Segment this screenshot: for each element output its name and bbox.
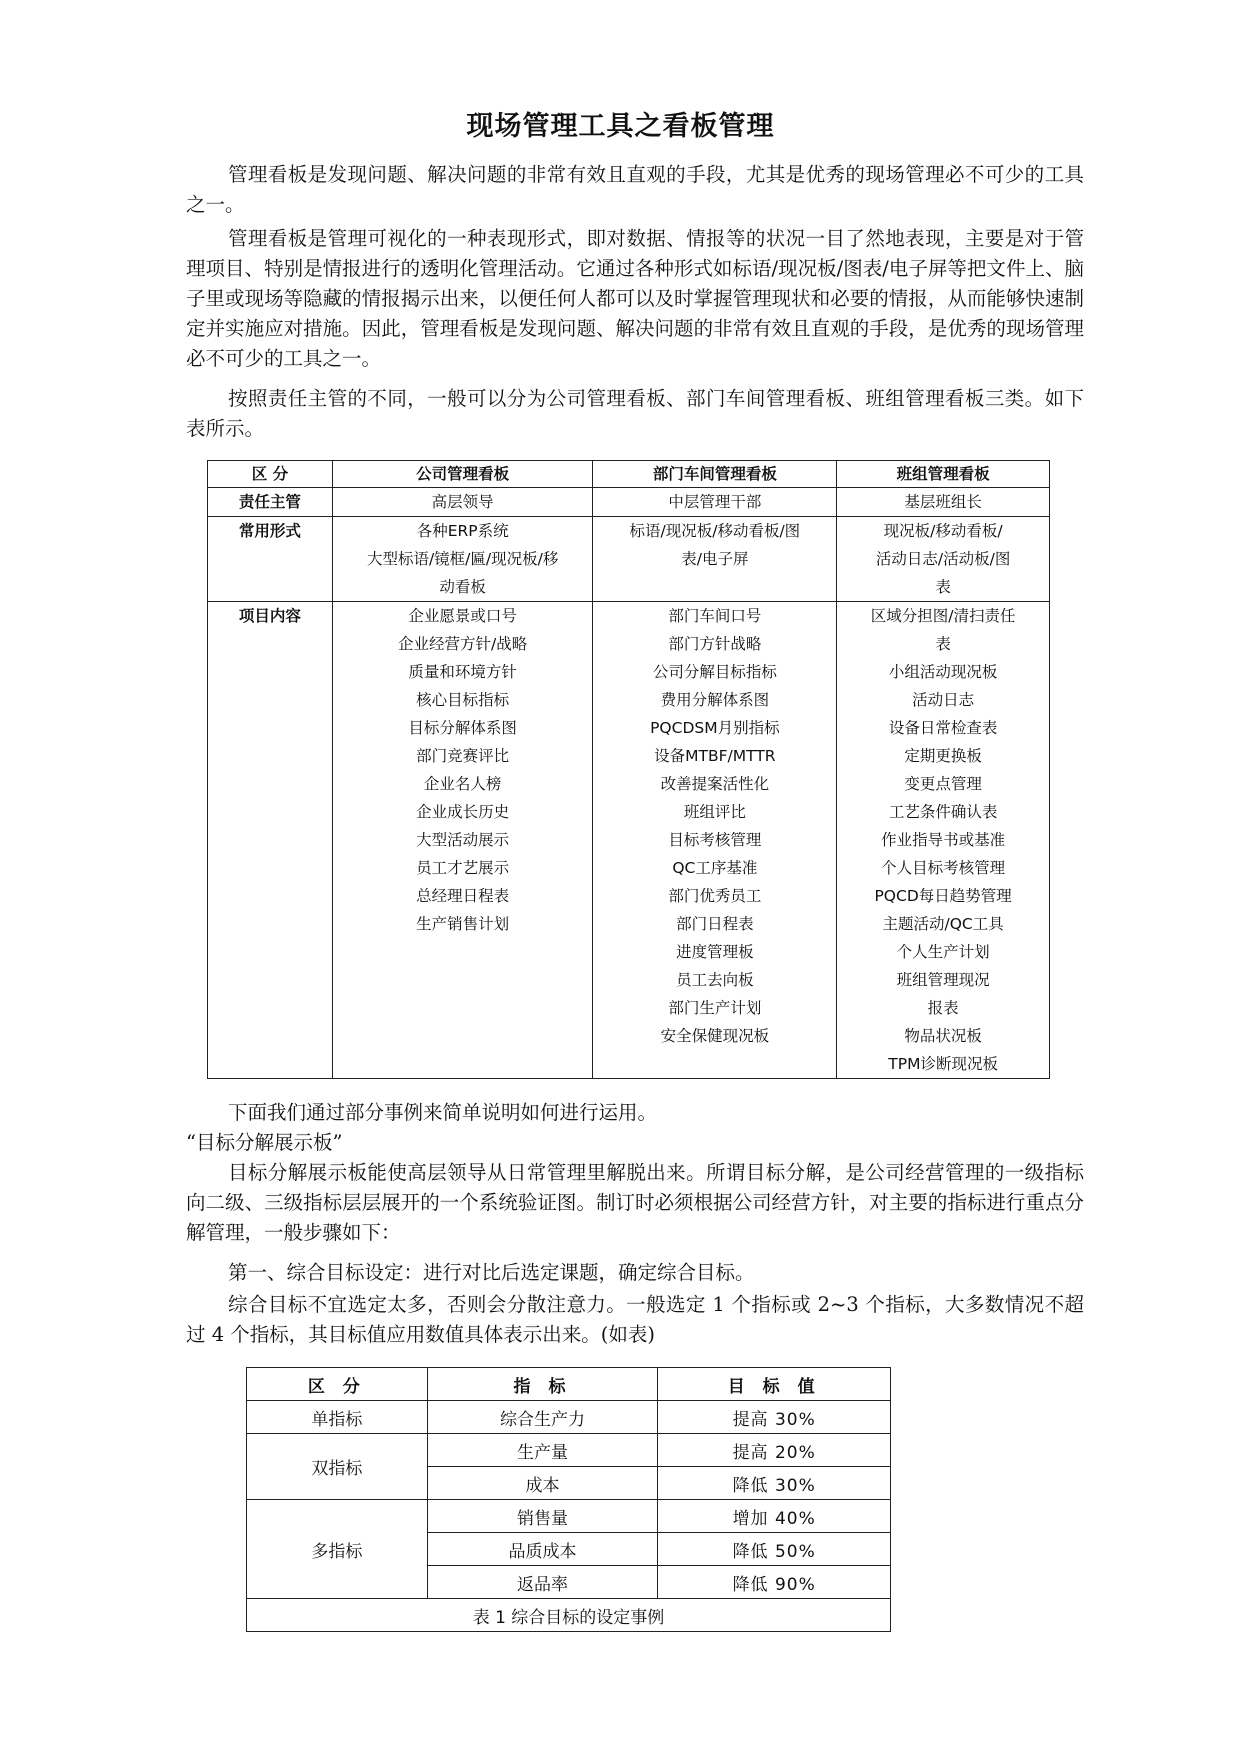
target-value-cell: 提高 30% xyxy=(658,1401,891,1434)
table-header-cell: 班组管理看板 xyxy=(837,461,1050,488)
table-cell xyxy=(593,602,837,1079)
cell-line: 表/电子屏 xyxy=(681,550,749,568)
table-cell xyxy=(332,488,593,517)
indicator-cell: 生产量 xyxy=(427,1434,658,1467)
cell-line: 设备日常检查表 xyxy=(888,719,998,737)
cell-line: 员工才艺展示 xyxy=(416,859,510,877)
cell-line: 总经理日程表 xyxy=(416,887,510,905)
indicator-cell: 综合生产力 xyxy=(427,1401,658,1434)
target-value-cell: 降低 30% xyxy=(658,1467,891,1500)
cell-line: 中层管理干部 xyxy=(668,493,762,511)
table-cell xyxy=(837,517,1050,602)
cell-line: PQCDSM月别指标 xyxy=(650,719,780,737)
indicator-cell: 返品率 xyxy=(427,1566,658,1599)
cell-line: 高层领导 xyxy=(431,493,494,511)
paragraph-1: 管理看板是发现问题、解决问题的非常有效且直观的手段，尤其是优秀的现场管理必不可少的工具之一。 xyxy=(186,163,1084,216)
cell-line: 活动日志/活动板/图 xyxy=(875,550,1011,568)
cell-line: 大型活动展示 xyxy=(416,831,510,849)
row-label-text: 责任主管 xyxy=(238,493,301,511)
table-row xyxy=(208,517,1050,602)
target-value-cell: 增加 40% xyxy=(658,1500,891,1533)
paragraph-3: 按照责任主管的不同，一般可以分为公司管理看板、部门车间管理看板、班组管理看板三类。如下表所示。 xyxy=(186,387,1084,440)
target-value-cell: 提高 20% xyxy=(658,1434,891,1467)
cell-line: 大型标语/镜框/匾/现况板/移 xyxy=(366,550,559,568)
cell-line: PQCD每日趋势管理 xyxy=(874,887,1012,905)
cell-line: 表 xyxy=(935,635,951,653)
page-title: 现场管理工具之看板管理 xyxy=(466,111,775,142)
cell-line: 部门竞赛评比 xyxy=(416,747,510,765)
row-label-text: 项目内容 xyxy=(238,607,301,625)
cell-line: 改善提案活性化 xyxy=(660,775,770,793)
cell-line: 标语/现况板/移动看板/图 xyxy=(629,522,801,540)
indicator-cell: 成本 xyxy=(427,1467,658,1500)
cell-line: 各种ERP系统 xyxy=(416,522,509,540)
table-header-cell: 指 标 xyxy=(427,1368,658,1401)
group-label: 单指标 xyxy=(247,1401,428,1434)
table-row xyxy=(208,488,1050,517)
cell-line: 报表 xyxy=(927,999,959,1017)
table-caption: 表 1 综合目标的设定事例 xyxy=(247,1599,891,1632)
cell-line: 企业经营方针/战略 xyxy=(398,635,528,653)
cell-line: 部门方针战略 xyxy=(668,635,762,653)
cell-line: 作业指导书或基准 xyxy=(881,831,1006,849)
cell-line: 企业成长历史 xyxy=(416,803,510,821)
cell-line: 企业名人榜 xyxy=(423,775,502,793)
row-label xyxy=(208,517,333,602)
cell-line: 部门优秀员工 xyxy=(668,887,762,905)
cell-line: 费用分解体系图 xyxy=(660,691,770,709)
table-row xyxy=(247,1434,891,1467)
section-heading: “目标分解展示板” xyxy=(186,1131,343,1154)
table-cell xyxy=(332,517,593,602)
cell-line: 主题活动/QC工具 xyxy=(882,915,1004,933)
cell-line: 进度管理板 xyxy=(676,943,754,961)
table-cell xyxy=(332,602,593,1079)
cell-line: 部门日程表 xyxy=(676,915,754,933)
cell-line: 部门车间口号 xyxy=(668,607,762,625)
row-label-text: 常用形式 xyxy=(238,522,301,540)
cell-line: 班组评比 xyxy=(683,803,746,821)
table-header-row xyxy=(208,461,1050,488)
cell-line: 区域分担图/清扫责任 xyxy=(870,607,1016,625)
table-row xyxy=(247,1401,891,1434)
paragraph-6: 第一、综合目标设定：进行对比后选定课题，确定综合目标。 xyxy=(228,1261,755,1284)
group-label: 双指标 xyxy=(247,1434,428,1500)
cell-line: 现况板/移动看板/ xyxy=(883,522,1003,540)
table-cell xyxy=(837,602,1050,1079)
table-header-cell: 区 分 xyxy=(247,1368,428,1401)
cell-line: QC工序基准 xyxy=(672,859,758,877)
paragraph-7: 综合目标不宜选定太多，否则会分散注意力。一般选定 1 个指标或 2~3 个指标，大多数情况不超过 4 个指标，其目标值应用数值具体表示出来。(如表) xyxy=(186,1293,1084,1346)
table-header-cell: 目 标 值 xyxy=(658,1368,891,1401)
table-cell xyxy=(837,488,1050,517)
cell-line: 物品状况板 xyxy=(904,1027,982,1045)
paragraph-4: 下面我们通过部分事例来简单说明如何进行运用。 xyxy=(228,1101,658,1124)
indicator-cell: 销售量 xyxy=(427,1500,658,1533)
target-value-cell: 降低 90% xyxy=(658,1566,891,1599)
table-header-cell: 区 分 xyxy=(208,461,333,488)
cell-line: 工艺条件确认表 xyxy=(888,803,998,821)
board-type-table xyxy=(207,460,1050,1079)
cell-line: 生产销售计划 xyxy=(416,915,510,933)
cell-line: 企业愿景或口号 xyxy=(408,607,517,625)
cell-line: 定期更换板 xyxy=(904,747,982,765)
cell-line: 活动日志 xyxy=(912,691,975,709)
cell-line: 目标考核管理 xyxy=(668,831,762,849)
table-cell xyxy=(593,517,837,602)
cell-line: 部门生产计划 xyxy=(668,999,762,1017)
group-label: 多指标 xyxy=(247,1500,428,1599)
target-value-cell: 降低 50% xyxy=(658,1533,891,1566)
table-header-cell: 公司管理看板 xyxy=(332,461,593,488)
table-caption-row xyxy=(247,1599,891,1632)
cell-line: 核心目标指标 xyxy=(416,691,510,709)
table-header-cell: 部门车间管理看板 xyxy=(593,461,837,488)
table-header-row xyxy=(247,1368,891,1401)
cell-line: 个人目标考核管理 xyxy=(881,859,1006,877)
table-row xyxy=(247,1500,891,1533)
cell-line: 目标分解体系图 xyxy=(408,719,517,737)
cell-line: 动看板 xyxy=(439,578,486,596)
cell-line: TPM诊断现况板 xyxy=(888,1055,998,1073)
row-label xyxy=(208,602,333,1079)
cell-line: 表 xyxy=(935,578,951,596)
cell-line: 质量和环境方针 xyxy=(408,663,517,681)
table-cell xyxy=(593,488,837,517)
indicator-cell: 品质成本 xyxy=(427,1533,658,1566)
cell-line: 公司分解目标指标 xyxy=(652,663,777,681)
cell-line: 设备MTBF/MTTR xyxy=(654,747,776,765)
cell-line: 员工去向板 xyxy=(676,971,754,989)
cell-line: 个人生产计划 xyxy=(896,943,990,961)
cell-line: 小组活动现况板 xyxy=(888,663,998,681)
cell-line: 安全保健现况板 xyxy=(660,1027,770,1045)
cell-line: 基层班组长 xyxy=(904,493,982,511)
target-setting-table xyxy=(246,1367,891,1632)
row-label xyxy=(208,488,333,517)
table-row xyxy=(208,602,1050,1079)
cell-line: 变更点管理 xyxy=(904,775,982,793)
paragraph-2: 管理看板是管理可视化的一种表现形式，即对数据、情报等的状况一目了然地表现，主要是对于管理项目、特别是情报进行的透明化管理活动。它通过各种形式如标语/现况板/图表/电子屏等把文件上、脑子里或现场等隐藏的情报揭示出来，以便任何人都可以及时掌握管理现状和必要的情报，从而能够快速制定并实施应对措施。因此，管理看板是发现问题、解决问题的非常有效且直观的手段，是优秀的现场管理必不可少的工具之一。 xyxy=(186,227,1084,370)
paragraph-5: 目标分解展示板能使高层领导从日常管理里解脱出来。所谓目标分解，是公司经营管理的一级指标向二级、三级指标层层展开的一个系统验证图。制订时必须根据公司经营方针，对主要的指标进行重点分解管理，一般步骤如下： xyxy=(186,1161,1084,1244)
cell-line: 班组管理现况 xyxy=(896,971,990,989)
